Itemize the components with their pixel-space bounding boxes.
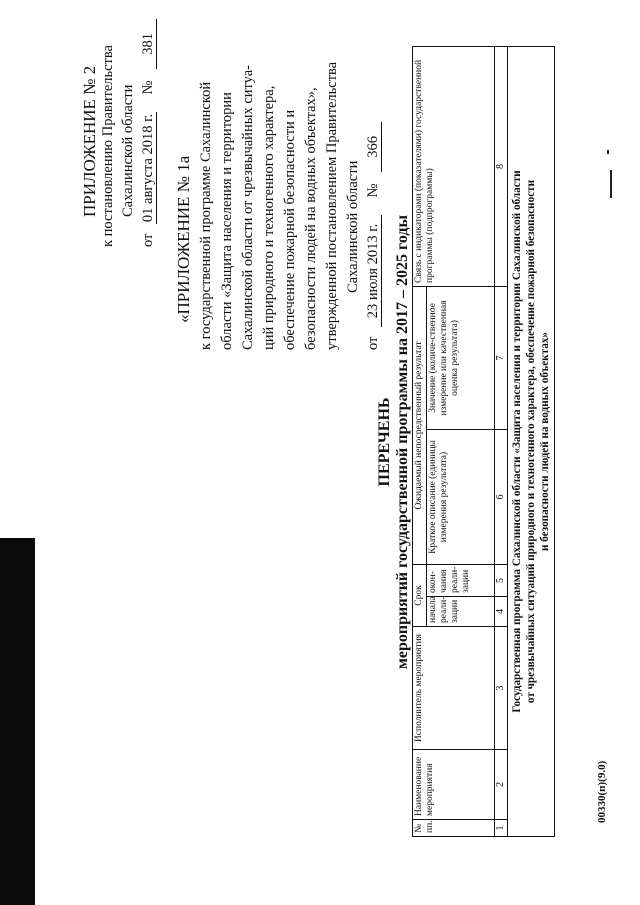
header-term: Срок — [413, 564, 427, 626]
annex-line-1: к государственной программе Сахалинской — [198, 81, 214, 350]
column-number: 2 — [495, 750, 508, 820]
annex-line-2: области «Защита населения и территории — [219, 92, 235, 350]
program-row — [508, 46, 555, 836]
program-title-cell — [508, 46, 555, 836]
annex-date: 23 июля 2013 г. — [365, 215, 382, 327]
appendix-date-line — [140, 19, 157, 247]
from-label: от — [140, 233, 156, 247]
footer-code: 00330(п)(9.0) — [596, 760, 608, 823]
header-name: Наименование мероприятия — [413, 750, 495, 820]
annex-line-8: Сахалинской области — [345, 160, 361, 293]
appendix-title: ПРИЛОЖЕНИЕ № 2 — [80, 65, 99, 217]
program-title-line: Государственная программа Сахалинской области «Защита населения и территории Сахалинской области — [511, 170, 523, 713]
column-numbers-row — [495, 46, 508, 836]
header-result: Ожидаемый непосредственный результат — [413, 286, 427, 564]
document-title: ПЕРЕЧЕНЬ — [376, 397, 393, 487]
header-no: № пп. — [413, 820, 495, 837]
from-label: от — [365, 336, 381, 350]
column-number: 1 — [495, 820, 508, 837]
document-subtitle: мероприятий государственной программы на 2017 – 2025 годы — [394, 214, 411, 670]
header-term-end: окон-чания реали-зации — [427, 564, 495, 596]
number-label: № — [140, 80, 156, 95]
annex-line-6: безопасности людей на водных объектах», — [303, 87, 319, 350]
appendix-number: 381 — [140, 19, 157, 69]
annex-title: «ПРИЛОЖЕНИЕ № 1а — [174, 155, 193, 323]
column-number: 8 — [495, 46, 508, 286]
column-number: 3 — [495, 627, 508, 750]
appendix-date: 01 августа 2018 г. — [140, 113, 156, 223]
column-number: 5 — [495, 564, 508, 596]
column-number: 4 — [495, 597, 508, 627]
appendix-line-1: к постановлению Правительства — [100, 45, 116, 247]
annex-number: 366 — [365, 122, 382, 172]
header-term-start: начала реали-зации — [427, 597, 495, 627]
column-number: 7 — [495, 286, 508, 429]
column-number: 6 — [495, 429, 508, 564]
program-title-line: от чрезвычайных ситуаций природного и техногенного характера, обеспечение пожарной безопасности — [525, 179, 537, 704]
measures-table — [412, 46, 555, 837]
annex-line-4: ций природного и техногенного характера, — [261, 85, 277, 350]
annex-line-7: утвержденной постановлением Правительства — [324, 61, 340, 350]
appendix-line-2: Сахалинской области — [120, 84, 136, 217]
header-result-desc: Краткое описание (единицы измерения результата) — [427, 429, 495, 564]
header-link: Связь с индикаторами (показателями) государственной программы (подпрограммы) — [413, 46, 495, 286]
program-title-line: и безопасности людей на водных объектах» — [539, 331, 551, 552]
number-label: № — [365, 183, 381, 198]
header-executor: Исполнитель мероприятия — [413, 627, 495, 750]
annex-line-5: обеспечение пожарной безопасности и — [282, 109, 298, 350]
header-result-value: Значение (количе-ственное измерение или качественная оценка результата) — [427, 286, 495, 429]
annex-line-3: Сахалинской области от чрезвычайных ситуа- — [240, 65, 256, 350]
